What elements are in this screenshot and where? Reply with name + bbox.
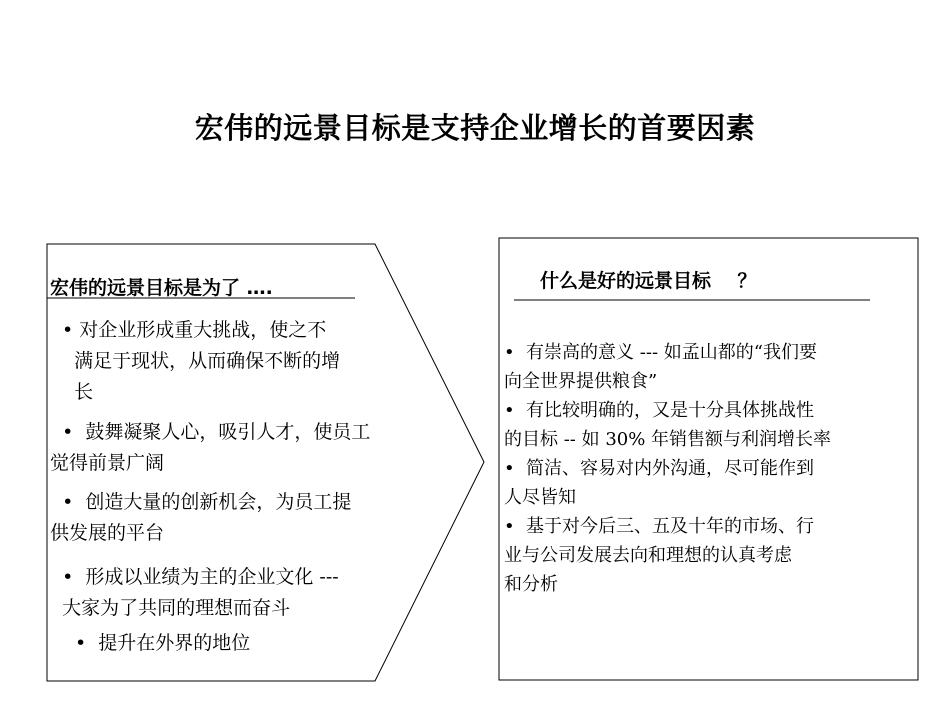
page-title: 宏伟的远景目标是支持企业增长的首要因素 — [194, 111, 756, 145]
item-line: 大家为了共同的理想而奋斗 — [50, 597, 291, 619]
right-list-item — [504, 396, 831, 454]
right-list-item — [504, 338, 817, 396]
left-list-item — [50, 417, 370, 479]
item-line: 觉得前景广阔 — [50, 452, 165, 474]
item-line: 满足于现状，从而确保不断的增 — [62, 350, 341, 372]
left-list-item — [50, 487, 351, 549]
item-line: 向全世界提供粮食” — [504, 371, 658, 392]
item-line: • 基于对今后三、五及十年的市场、行 — [504, 516, 815, 537]
item-line: • 简洁、容易对内外沟通，尽可能作到 — [504, 458, 815, 479]
item-line: 供发展的平台 — [50, 522, 165, 544]
item-line: • 对企业形成重大挑战，使之不 — [62, 319, 327, 341]
left-list-item — [62, 315, 340, 408]
item-line: • 形成以业绩为主的企业文化 --- — [50, 566, 339, 588]
item-line: 业与公司发展去向和理想的认真考虑 — [504, 545, 792, 566]
item-line: • 提升在外界的地位 — [75, 632, 251, 654]
item-line: • 有比较明确的，又是十分具体挑战性 — [504, 400, 815, 421]
left-list-item — [75, 628, 250, 659]
left-panel-heading: 宏伟的远景目标是为了 …. — [50, 277, 273, 299]
item-line: 的目标 -- 如 30% 年销售额与利润增长率 — [504, 429, 832, 450]
item-line: 和分析 — [504, 574, 558, 595]
item-line: • 有崇高的意义 --- 如孟山都的“我们要 — [504, 342, 817, 363]
item-line: 长 — [62, 381, 94, 403]
left-list-item — [50, 562, 339, 624]
right-list-item — [504, 454, 814, 512]
right-panel-heading: 什么是好的远景目标 ？ — [540, 270, 757, 292]
right-list-item — [504, 512, 814, 599]
item-line: 人尽皆知 — [504, 487, 576, 508]
item-line: • 创造大量的创新机会，为员工提 — [50, 491, 352, 513]
item-line: • 鼓舞凝聚人心，吸引人才，使员工 — [50, 421, 371, 443]
